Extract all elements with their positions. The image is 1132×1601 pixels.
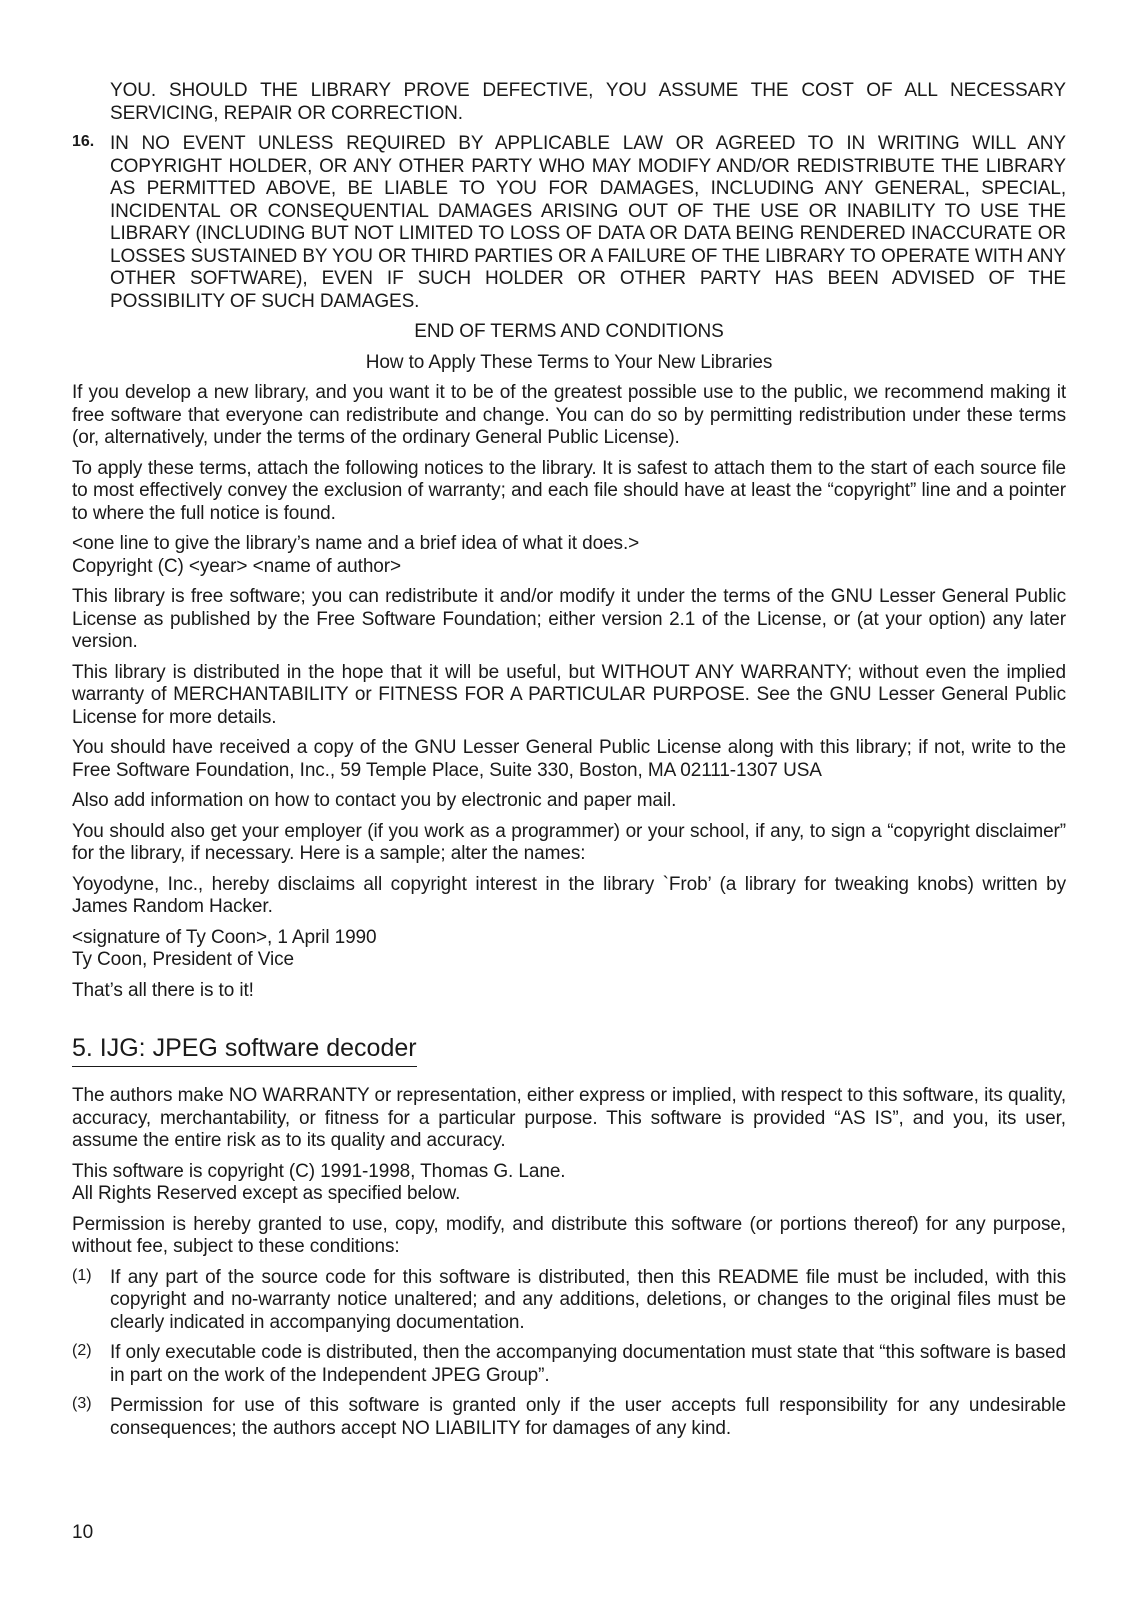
copyright-line: All Rights Reserved except as specified below. — [72, 1183, 461, 1204]
paragraph: Permission is hereby granted to use, copy, modify, and distribute this software (or portions thereof) for any purpose, without fee, subject to these conditions: — [72, 1213, 1066, 1257]
paragraph: You should also get your employer (if you work as a programmer) or your school, if any, to sign a “copyright disclaimer” for the library, if necessary. Here is a sample; alter the names: — [72, 820, 1066, 864]
notice-line: Copyright (C) <year> <name of author> — [72, 555, 401, 577]
end-of-terms-heading: END OF TERMS AND CONDITIONS — [414, 321, 724, 342]
how-to-apply-heading: How to Apply These Terms to Your New Libraries — [365, 351, 773, 373]
paragraph: This library is free software; you can redistribute it and/or modify it under the terms of the GNU Lesser General Public License as published by the Free Software Foundation; either version 2.1 of the License, or (at your option) any later version. — [72, 586, 1066, 652]
condition-text: Permission for use of this software is granted only if the user accepts full responsibility for any undesirable consequences; the authors accept NO LIABILITY for damages of any kind. — [110, 1395, 1066, 1439]
clause-number: 16. — [72, 133, 95, 150]
condition-text: If any part of the source code for this software is distributed, then this README file must be included, with this copyright and no-warranty notice unaltered; and any additions, deletions, or changes to the original files must be clearly indicated in accompanying documentation. — [110, 1266, 1066, 1333]
section-title: 5. IJG: JPEG software decoder — [72, 1032, 417, 1067]
copyright-line: This software is copyright (C) 1991-1998, Thomas G. Lane. — [72, 1160, 566, 1182]
paragraph: Also add information on how to contact you by electronic and paper mail. — [72, 790, 677, 811]
condition-number: (1) — [72, 1266, 92, 1284]
condition-text: If only executable code is distributed, then the accompanying documentation must state that “this software is based in part on the work of the Independent JPEG Group”. — [110, 1342, 1066, 1386]
signature-line: Ty Coon, President of Vice — [72, 949, 295, 970]
paragraph: This library is distributed in the hope that it will be useful, but WITHOUT ANY WARRANTY; without even the implied warranty of MERCHANTABILITY or FITNESS FOR A PARTICULAR PURPOSE. See the GNU Lesser General Public License for more details. — [72, 661, 1066, 728]
paragraph: If you develop a new library, and you want it to be of the greatest possible use to the public, we recommend making it free software that everyone can redistribute and change. You can do so by permitting redistribution under these terms (or, alternatively, under the terms of the ordinary General Public License). — [72, 382, 1066, 448]
page-number: 10 — [72, 1522, 94, 1543]
section-heading-wrap — [72, 1016, 1066, 1067]
paragraph: You should have received a copy of the GNU Lesser General Public License along with this library; if not, write to the Free Software Foundation, Inc., 59 Temple Place, Suite 330, Boston, MA 02111-1307 USA — [72, 737, 1066, 781]
paragraph: That’s all there is to it! — [72, 979, 254, 1001]
clause-text: IN NO EVENT UNLESS REQUIRED BY APPLICABLE LAW OR AGREED TO IN WRITING WILL ANY COPYRIGHT HOLDER, OR ANY OTHER PARTY WHO MAY MODIFY AND/OR REDISTRIBUTE THE LIBRARY AS PERMITTED ABOVE, BE LIABLE TO YOU FOR DAMAGES, INCLUDING ANY GENERAL, SPECIAL, INCIDENTAL OR CONSEQUENTIAL DAMAGES ARISING OUT OF THE USE OR INABILITY TO USE THE LIBRARY (INCLUDING BUT NOT LIMITED TO LOSS OF DATA OR DATA BEING RENDERED INACCURATE OR LOSSES SUSTAINED BY YOU OR THIRD PARTIES OR A FAILURE OF THE LIBRARY TO OPERATE WITH ANY OTHER SOFTWARE), EVEN IF SUCH HOLDER OR OTHER PARTY HAS BEEN ADVISED OF THE POSSIBILITY OF SUCH DAMAGES. — [110, 133, 1066, 312]
paragraph: The authors make NO WARRANTY or representation, either express or implied, with respect to this software, its quality, accuracy, merchantability, or fitness for a particular purpose. This software is provided “AS IS”, and you, its user, assume the entire risk as to its quality and accuracy. — [72, 1085, 1066, 1151]
condition-item — [72, 1267, 1066, 1335]
notice-line: <one line to give the library’s name and a brief idea of what it does.> — [72, 533, 640, 554]
condition-item — [72, 1395, 1066, 1440]
lgpl-clause-16 — [72, 133, 1066, 313]
document-page — [72, 80, 1066, 1440]
lgpl-clause-15-continuation: YOU. SHOULD THE LIBRARY PROVE DEFECTIVE, YOU ASSUME THE COST OF ALL NECESSARY SERVICING, REPAIR OR CORRECTION. — [110, 80, 1066, 124]
paragraph: Yoyodyne, Inc., hereby disclaims all copyright interest in the library `Frob’ (a library for tweaking knobs) written by James Random Hacker. — [72, 873, 1066, 917]
condition-number: (3) — [72, 1395, 92, 1412]
paragraph: To apply these terms, attach the following notices to the library. It is safest to attach them to the start of each source file to most effectively convey the exclusion of warranty; and each file should have at least the “copyright” line and a pointer to where the full notice is found. — [72, 457, 1066, 524]
signature-line: <signature of Ty Coon>, 1 April 1990 — [72, 926, 377, 948]
condition-item — [72, 1342, 1066, 1387]
condition-number: (2) — [72, 1342, 92, 1359]
